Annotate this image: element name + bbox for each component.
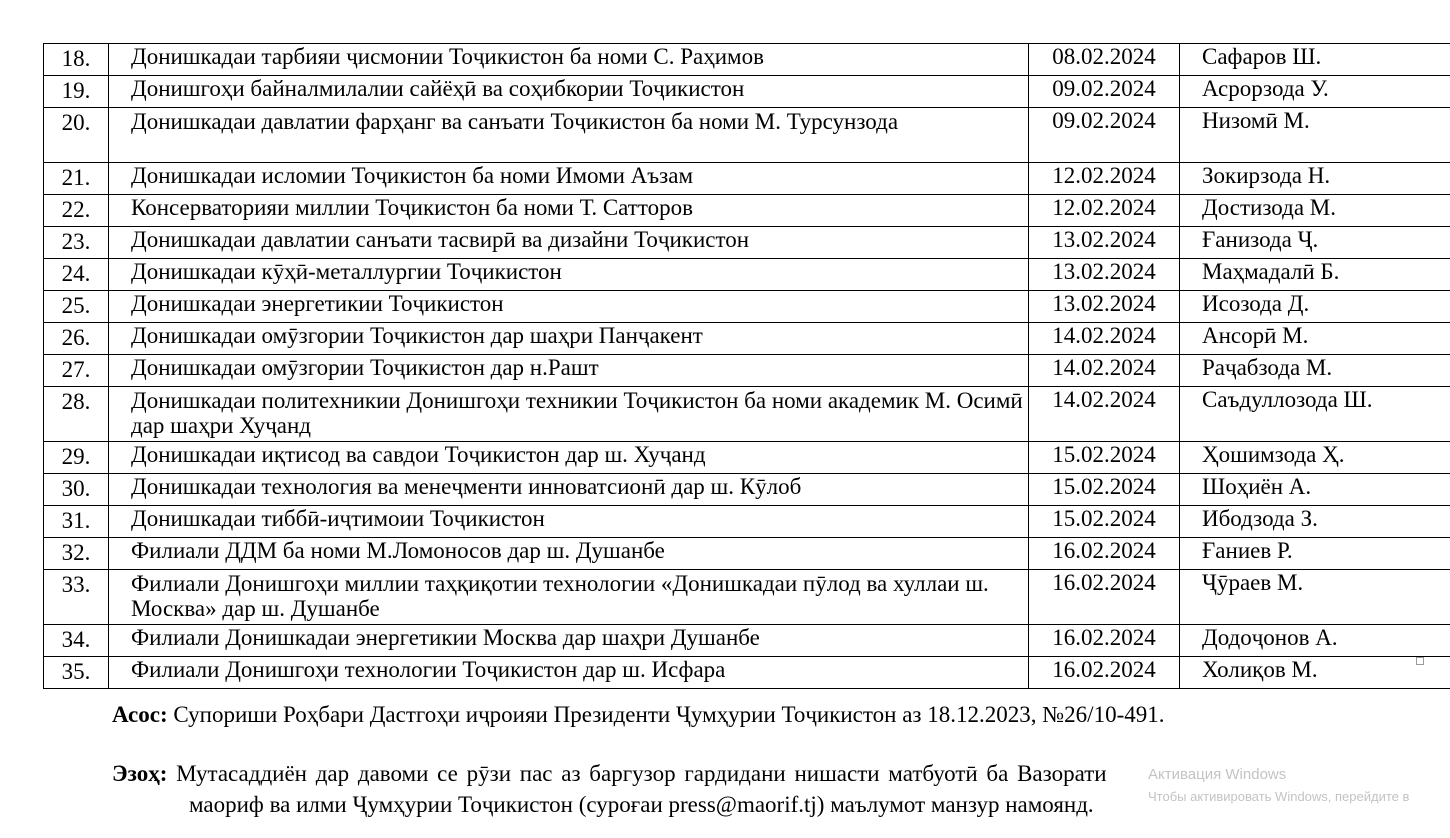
meeting-date: 09.02.2024 xyxy=(1029,76,1180,108)
meeting-date: 16.02.2024 xyxy=(1029,657,1180,689)
assignment-table xyxy=(43,43,1450,689)
responsible-person: Асрорзода У. xyxy=(1180,76,1450,108)
row-number: 31. xyxy=(44,506,109,538)
row-number: 35. xyxy=(44,657,109,689)
table-body xyxy=(44,44,1450,689)
institution-name: Донишкадаи политехникии Донишгоҳи техникии Тоҷикистон ба номи академик М. Осимӣ дар шаҳри Хуҷанд xyxy=(109,387,1029,442)
meeting-date: 14.02.2024 xyxy=(1029,323,1180,355)
row-number: 32. xyxy=(44,538,109,570)
table-row xyxy=(44,108,1450,163)
responsible-person: Шоҳиён А. xyxy=(1180,474,1450,506)
meeting-date: 15.02.2024 xyxy=(1029,442,1180,474)
responsible-person: Саъдуллозода Ш. xyxy=(1180,387,1450,442)
basis-paragraph xyxy=(112,702,1165,728)
institution-name: Филиали Донишгоҳи технологии Тоҷикистон дар ш. Исфара xyxy=(109,657,1029,689)
meeting-date: 14.02.2024 xyxy=(1029,387,1180,442)
row-number: 23. xyxy=(44,227,109,259)
row-number: 20. xyxy=(44,108,109,163)
note-line-1 xyxy=(112,758,1107,789)
responsible-person: Холиқов М. xyxy=(1180,657,1450,689)
responsible-person: Достизода М. xyxy=(1180,195,1450,227)
table-row xyxy=(44,625,1450,657)
institution-name: Донишкадаи тарбияи ҷисмонии Тоҷикистон ба номи С. Раҳимов xyxy=(109,44,1029,76)
institution-name: Филиали Донишгоҳи миллии таҳқиқотии технологии «Донишкадаи пӯлод ва хуллаи ш. Москва» дар ш. Душанбе xyxy=(109,570,1029,625)
table-row xyxy=(44,76,1450,108)
table-row xyxy=(44,387,1450,442)
row-number: 29. xyxy=(44,442,109,474)
institution-name: Донишкадаи кӯҳӣ-металлургии Тоҷикистон xyxy=(109,259,1029,291)
meeting-date: 12.02.2024 xyxy=(1029,195,1180,227)
table-row xyxy=(44,44,1450,76)
responsible-person: Раҷабзода М. xyxy=(1180,355,1450,387)
institution-name: Донишкадаи омӯзгории Тоҷикистон дар н.Рашт xyxy=(109,355,1029,387)
meeting-date: 13.02.2024 xyxy=(1029,291,1180,323)
row-number: 34. xyxy=(44,625,109,657)
table-row xyxy=(44,570,1450,625)
watermark-line-1: Активация Windows xyxy=(1148,766,1287,783)
responsible-person: Ҳошимзода Ҳ. xyxy=(1180,442,1450,474)
meeting-date: 13.02.2024 xyxy=(1029,227,1180,259)
responsible-person: Ғанизода Ҷ. xyxy=(1180,227,1450,259)
responsible-person: Исозода Д. xyxy=(1180,291,1450,323)
table-row xyxy=(44,323,1450,355)
institution-name: Донишгоҳи байналмилалии сайёҳӣ ва соҳибкории Тоҷикистон xyxy=(109,76,1029,108)
table-row xyxy=(44,163,1450,195)
institution-name: Донишкадаи омӯзгории Тоҷикистон дар шаҳри Панҷакент xyxy=(109,323,1029,355)
row-number: 19. xyxy=(44,76,109,108)
meeting-date: 08.02.2024 xyxy=(1029,44,1180,76)
row-number: 21. xyxy=(44,163,109,195)
table-row xyxy=(44,657,1450,689)
row-number: 28. xyxy=(44,387,109,442)
basis-label: Асос: xyxy=(112,702,168,727)
row-number: 25. xyxy=(44,291,109,323)
table-row xyxy=(44,259,1450,291)
responsible-person: Ансорӣ М. xyxy=(1180,323,1450,355)
meeting-date: 16.02.2024 xyxy=(1029,570,1180,625)
meeting-date: 15.02.2024 xyxy=(1029,474,1180,506)
responsible-person: Низомӣ М. xyxy=(1180,108,1450,163)
row-number: 27. xyxy=(44,355,109,387)
responsible-person: Сафаров Ш. xyxy=(1180,44,1450,76)
meeting-date: 16.02.2024 xyxy=(1029,625,1180,657)
table-row xyxy=(44,506,1450,538)
note-text-line-1: Мутасаддиён дар давоми се рӯзи пас аз баргузор гардидани нишасти матбуотӣ ба Вазорати xyxy=(176,761,1107,786)
row-number: 24. xyxy=(44,259,109,291)
table-row xyxy=(44,195,1450,227)
institution-name: Донишкадаи давлатии санъати тасвирӣ ва дизайни Тоҷикистон xyxy=(109,227,1029,259)
table-row xyxy=(44,474,1450,506)
note-text-line-2: маориф ва илми Ҷумҳурии Тоҷикистон (суроғаи press@maorif.tj) маълумот манзур намоянд. xyxy=(189,792,1094,817)
responsible-person: Маҳмадалӣ Б. xyxy=(1180,259,1450,291)
meeting-date: 16.02.2024 xyxy=(1029,538,1180,570)
watermark-line-2: Чтобы активировать Windows, перейдите в xyxy=(1148,789,1410,804)
row-number: 18. xyxy=(44,44,109,76)
responsible-person: Ҷӯраев М. xyxy=(1180,570,1450,625)
meeting-date: 14.02.2024 xyxy=(1029,355,1180,387)
row-number: 26. xyxy=(44,323,109,355)
institution-name: Донишкадаи тиббӣ-иҷтимоии Тоҷикистон xyxy=(109,506,1029,538)
institution-name: Филиали ДДМ ба номи М.Ломоносов дар ш. Душанбе xyxy=(109,538,1029,570)
institution-name: Донишкадаи давлатии фарҳанг ва санъати Тоҷикистон ба номи М. Турсунзода xyxy=(109,108,1029,163)
institution-name: Донишкадаи технология ва менеҷменти инноватсионӣ дар ш. Кӯлоб xyxy=(109,474,1029,506)
table-row xyxy=(44,355,1450,387)
institution-name: Донишкадаи энергетикии Тоҷикистон xyxy=(109,291,1029,323)
institution-name: Консерваторияи миллии Тоҷикистон ба номи Т. Сатторов xyxy=(109,195,1029,227)
basis-text: Супориши Роҳбари Дастгоҳи иҷроияи Президенти Ҷумҳурии Тоҷикистон аз 18.12.2023, №26/10-491. xyxy=(173,702,1165,727)
table-row xyxy=(44,227,1450,259)
meeting-date: 13.02.2024 xyxy=(1029,259,1180,291)
responsible-person: Додоҷонов А. xyxy=(1180,625,1450,657)
meeting-date: 12.02.2024 xyxy=(1029,163,1180,195)
institution-name: Донишкадаи иқтисод ва савдои Тоҷикистон дар ш. Хуҷанд xyxy=(109,442,1029,474)
table-row xyxy=(44,291,1450,323)
meeting-date: 15.02.2024 xyxy=(1029,506,1180,538)
institution-name: Донишкадаи исломии Тоҷикистон ба номи Имоми Аъзам xyxy=(109,163,1029,195)
note-paragraph xyxy=(112,758,1107,820)
responsible-person: Ибодзода З. xyxy=(1180,506,1450,538)
table-row xyxy=(44,442,1450,474)
meeting-date: 09.02.2024 xyxy=(1029,108,1180,163)
row-number: 33. xyxy=(44,570,109,625)
responsible-person: Зокирзода Н. xyxy=(1180,163,1450,195)
row-number: 22. xyxy=(44,195,109,227)
table-row xyxy=(44,538,1450,570)
institution-name: Филиали Донишкадаи энергетикии Москва дар шаҳри Душанбе xyxy=(109,625,1029,657)
note-label: Эзоҳ: xyxy=(112,761,168,786)
responsible-person: Ғаниев Р. xyxy=(1180,538,1450,570)
row-number: 30. xyxy=(44,474,109,506)
table-resize-handle[interactable] xyxy=(1416,657,1424,665)
windows-activation-watermark xyxy=(1148,764,1409,808)
